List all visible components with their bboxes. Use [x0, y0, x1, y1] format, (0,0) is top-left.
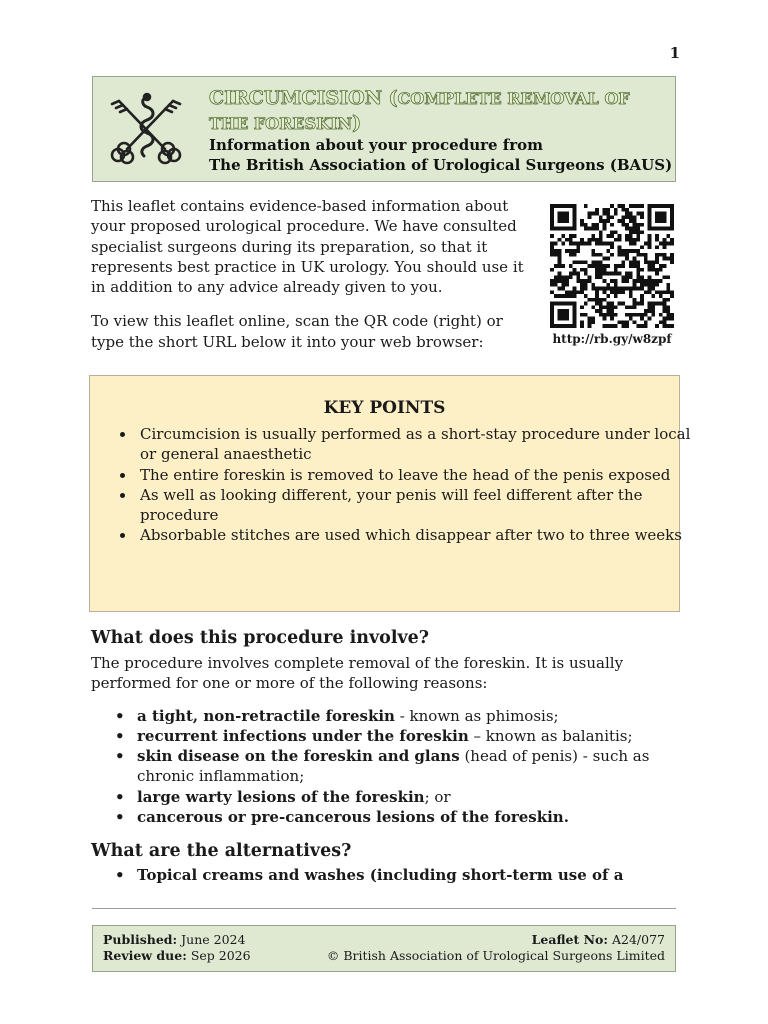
- crossed-keys-logo-icon: [105, 91, 187, 167]
- reasons-list: [91, 706, 681, 828]
- copyright-line: © British Association of Urological Surgeons Limited: [326, 948, 665, 963]
- document-title: CIRCUMCISION (COMPLETE REMOVAL OF THE FORESKIN): [209, 87, 630, 134]
- intro-paragraph: To view this leaflet online, scan the QR code (right) or type the short URL below it into your web browser:: [91, 312, 503, 351]
- reason-item: • skin disease on the foreskin and glans (head of penis) - such as chronic inflammation;: [137, 746, 681, 787]
- header-banner: [92, 76, 676, 182]
- key-point-item: • Circumcision is usually performed as a short-stay procedure under local or general anaesthetic: [136, 424, 696, 465]
- reason-item: • large warty lesions of the foreskin; or: [137, 787, 681, 807]
- alternative-item: • Topical creams and washes (including short-term use of a: [137, 865, 681, 885]
- reason-item: • recurrent infections under the foreskin – known as balanitis;: [137, 726, 681, 746]
- qr-code-icon[interactable]: [548, 204, 676, 328]
- leaflet-number-line: Leaflet No: A24/077: [531, 932, 665, 947]
- key-point-item: • As well as looking different, your penis will feel different after the procedure: [136, 485, 696, 526]
- subtitle-line: The British Association of Urological Surgeons (BAUS): [209, 156, 673, 174]
- published-line: Published: June 2024: [103, 932, 246, 947]
- page-number: 1: [669, 44, 680, 62]
- key-points-heading: KEY POINTS: [323, 398, 446, 418]
- section-heading-procedure: What does this procedure involve?: [91, 628, 430, 648]
- reason-item: • cancerous or pre-cancerous lesions of the foreskin.: [137, 807, 681, 827]
- review-line: Review due: Sep 2026: [103, 948, 251, 963]
- section-heading-alternatives: What are the alternatives?: [91, 841, 352, 862]
- footer-leaflet-info: [327, 932, 665, 964]
- reason-item: • a tight, non-retractile foreskin - known as phimosis;: [137, 706, 681, 726]
- intro-paragraph: This leaflet contains evidence-based information about your proposed urological procedure. We have consulted specialist surgeons during its preparation, so that it represents best practice in UK urology. You should use it in addition to any advice already given to you.: [91, 197, 524, 297]
- procedure-intro: The procedure involves complete removal of the foreskin. It is usually performed for one or more of the following reasons:: [91, 654, 624, 693]
- footer-box: [92, 925, 676, 972]
- footer-divider: [92, 908, 676, 909]
- document-subtitle: [209, 135, 673, 175]
- alternatives-list: [91, 865, 681, 885]
- footer-dates: [103, 932, 251, 964]
- subtitle-line: Information about your procedure from: [209, 136, 544, 154]
- key-points-list: [90, 424, 696, 546]
- key-points-box: [89, 375, 691, 612]
- key-point-item: • The entire foreskin is removed to leave the head of the penis exposed: [136, 465, 696, 485]
- key-point-item: • Absorbable stitches are used which disappear after two to three weeks: [136, 525, 696, 545]
- main-content: [91, 626, 681, 886]
- short-url-link[interactable]: http://rb.gy/w8zpf: [552, 332, 672, 346]
- intro-section: [91, 196, 531, 352]
